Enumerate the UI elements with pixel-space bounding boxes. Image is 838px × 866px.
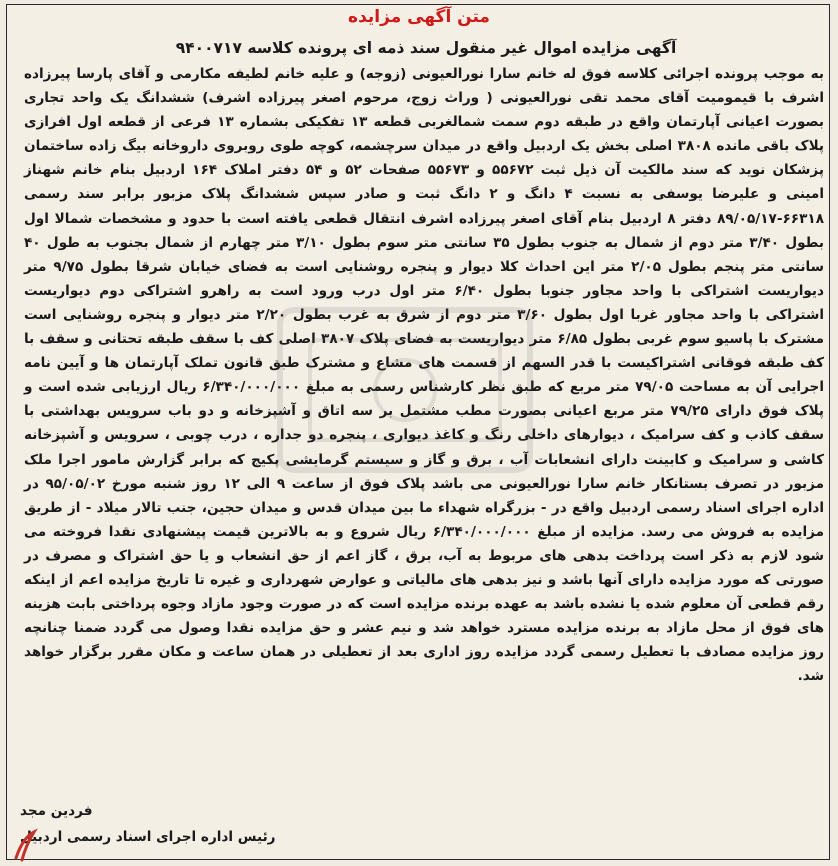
red-pen-mark <box>8 822 78 862</box>
notice-title: متن آگهی مزایده <box>348 7 490 27</box>
signature-name: فردین مجد <box>20 803 93 819</box>
signature-title: رئیس اداره اجرای اسناد رسمی اردبیل <box>20 829 276 845</box>
notice-body: به موجب پرونده اجرائی کلاسه فوق له خانم سارا نورالعیونی (زوجه) و علیه خانم لطیفه مکارمی و آقای پارسا پیرزاده اشرف با قیمومیت آقای محمد تقی نورالعیونی ( وراث زوج، مرحوم اصغر پیرزاده اشرف) ششدانگ یک واحد تجاری بصورت اعیانی آپارتمان واقع در طبقه دوم سمت شمالغربی قطعه ۱۳ تفکیکی بشماره ۱۳ فرعی از قطعه اول افرازی پلاک باقی مانده ۳۸۰۸ اصلی بخش یک اردبیل واقع در میدان سرچشمه، کوچه طوی روبروی داروخانه بیگ زاده ساختمان پزشکان نوید که سند مالکیت آن ذیل ثبت ۵۵۶۷۲ و ۵۵۶۷۳ صفحات ۵۲ و ۵۴ دفتر املاک ۱۶۴ اردبیل بنام خانم شهناز امینی و علیرضا یوسفی به نسبت ۴ دانگ و ۲ دانگ ثبت و صادر سپس ششدانگ پلاک مزبور برابر سند رسمی ۶۶۳۱۸-۸۹/۰۵/۱۷ دفتر ۸ اردبیل بنام آقای اصغر پیرزاده اشرف انتقال قطعی یافته است با حدود و مشخصات شمالا اول بطول ۳/۴۰ متر دوم از شمال به جنوب بطول ۳۵ سانتی متر سوم بطول ۳/۱۰ متر چهارم از شمال بجنوب به طول ۴۰ سانتی متر پنجم بطول ۲/۰۵ متر این احداث کلا دیوار و پنجره روشنایی است به فضای خیابان شرقا بطول ۹/۷۵ متر دیواریست اشتراکی با واحد مجاور جنوبا بطول ۶/۴۰ متر اول درب ورود است به راهرو اشتراکی دوم دیواریست اشتراکی با واحد مجاور غربا اول بطول ۳/۶۰ متر دوم از شرق به غرب بطول ۲/۲۰ متر دیوار و پنجره روشنایی است مشترک با پاسیو سوم غربی بطول ۶/۸۵ متر دیواریست به فضای پلاک ۳۸۰۷ اصلی کف با سقف طبقه تحتانی و سقف با کف طبقه فوقانی اشتراکیست با قدر السهم از قسمت های مشاع و مشترک طبق قانون تملک آپارتمان ها و آیین نامه اجرایی آن به مساحت ۷۹/۰۵ متر مربع که طبق نظر کارشناس رسمی به مبلغ ۶/۳۴۰/۰۰۰/۰۰۰ ریال ارزیابی شده است و پلاک فوق دارای ۷۹/۲۵ متر مربع اعیانی بصورت مطب مشتمل بر سه اتاق و آشپزخانه و دو باب سرویس بهداشتی با سقف کاذب و کف سرامیک ، دیوارهای داخلی رنگ و کاغذ دیواری ، پنجره دو جداره ، درب چوبی ، سرویس و آشپزخانه کاشی و سرامیک و کابینت دارای انشعابات آب ، برق و گاز و سیستم گرمایشی پکیج که برابر گزارش مامور اجرا ملک مزبور در تصرف بستانکار خانم سارا نورالعیونی می باشد پلاک فوق از ساعت ۹ الی ۱۲ روز شنبه مورخ ۹۵/۰۵/۰۲ در اداره اجرای اسناد رسمی اردبیل واقع در - بزرگراه شهداء ما بین میدان قدس و میدان حجین، جنب تالار میلاد - از طریق مزایده به فروش می رسد. مزایده از مبلغ ۶/۳۴۰/۰۰۰/۰۰۰ ریال شروع و به بالاترین قیمت پیشنهادی نقدا فروخته می شود لازم به ذکر است پرداخت بدهی های مربوط به آب، برق ، گاز اعم از حق انشعاب و یا حق اشتراک و مصرف در صورتی که مورد مزایده دارای آنها باشد و نیز بدهی های مالیاتی و عوارض شهرداری و غیره تا تاریخ مزایده اعم از اینکه رقم قطعی آن معلوم شده یا نشده باشد به عهده برنده مزایده است که در صورت وجود مازاد وجوه پرداختی بابت هزینه های فوق از محل مازاد به برنده مزایده مسترد خواهد شد و نیم عشر و حق مزایده نقدا وصول می گردد ضمنا چنانچه روز مزایده مصادف با تعطیل رسمی گردد مزایده روز اداری بعد از تعطیلی در همان ساعت و مکان مقرر برگزار خواهد شد. <box>24 66 825 685</box>
notice-heading: آگهی مزایده اموال غیر منقول سند ذمه ای پرونده کلاسه ۹۴۰۰۷۱۷ <box>175 39 677 57</box>
